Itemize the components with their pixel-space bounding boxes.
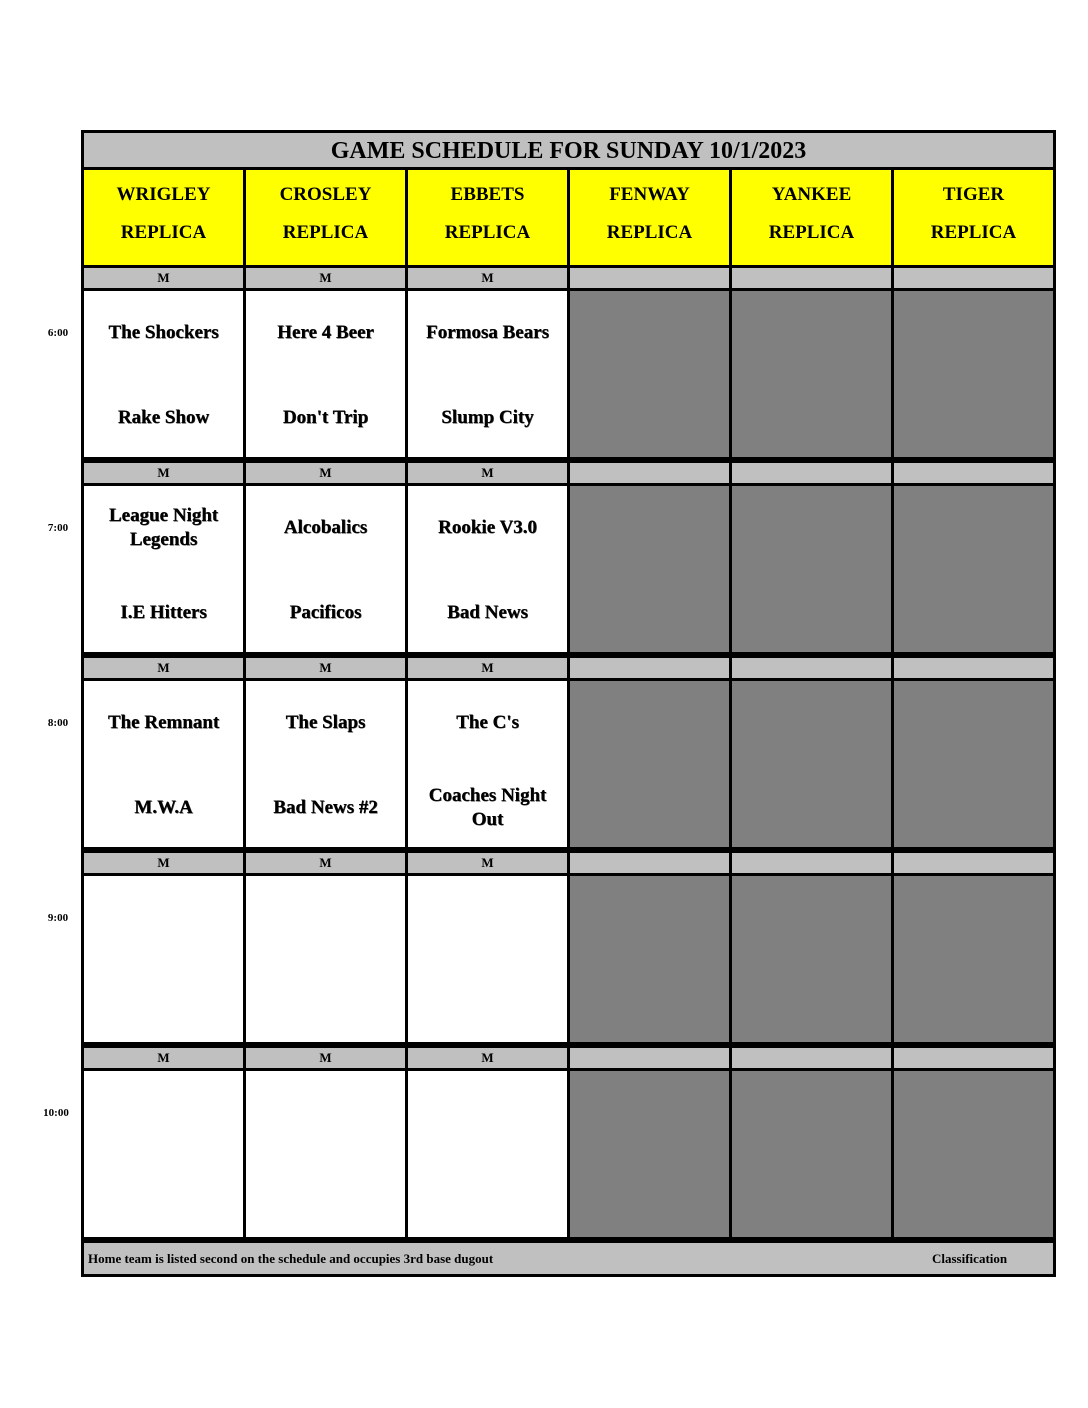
division-cell: M — [246, 853, 405, 873]
field-type: REPLICA — [282, 222, 369, 243]
field-name: TIGER — [942, 184, 1005, 205]
field-type: REPLICA — [444, 222, 531, 243]
closed-field-cell — [570, 486, 729, 652]
division-cell: M — [246, 1048, 405, 1068]
schedule-table — [81, 130, 1056, 1277]
division-cell — [570, 268, 729, 288]
home-team: I.E Hitters — [120, 602, 207, 623]
closed-field-cell — [732, 1071, 891, 1237]
closed-field-cell — [732, 681, 891, 847]
division-cell — [732, 853, 891, 873]
away-team: The C's — [456, 712, 519, 733]
closed-field-cell — [894, 291, 1053, 457]
game-cell — [408, 291, 567, 457]
closed-field-cell — [732, 291, 891, 457]
game-cell — [84, 291, 243, 457]
division-cell — [894, 1048, 1053, 1068]
field-name: CROSLEY — [279, 184, 372, 205]
home-team: Rake Show — [117, 407, 210, 428]
field-header-ebbets — [408, 170, 567, 265]
time-label: 10:00 — [43, 1107, 69, 1119]
away-team: Formosa Bears — [426, 322, 549, 343]
away-team: The Slaps — [285, 712, 366, 733]
game-cell — [84, 876, 243, 1042]
game-cell — [246, 1071, 405, 1237]
game-cell — [408, 1071, 567, 1237]
field-name: YANKEE — [771, 184, 852, 205]
field-header-fenway — [570, 170, 729, 265]
field-name: EBBETS — [450, 184, 525, 205]
division-cell: M — [84, 463, 243, 483]
division-cell: M — [408, 268, 567, 288]
closed-field-cell — [570, 681, 729, 847]
division-cell: M — [246, 463, 405, 483]
division-cell: M — [84, 1048, 243, 1068]
footer-bar — [84, 1243, 1053, 1274]
time-label: 6:00 — [47, 327, 69, 339]
closed-field-cell — [894, 1071, 1053, 1237]
home-team: Bad News — [447, 602, 528, 623]
game-cell — [408, 681, 567, 847]
division-cell: M — [408, 1048, 567, 1068]
game-cell — [408, 876, 567, 1042]
field-name: WRIGLEY — [116, 184, 211, 205]
home-team: Pacificos — [289, 602, 362, 623]
closed-field-cell — [732, 876, 891, 1042]
away-team: Rookie V3.0 — [438, 517, 537, 538]
division-cell: M — [408, 658, 567, 678]
game-cell — [246, 876, 405, 1042]
home-team: Coaches Night Out — [428, 785, 547, 830]
game-cell — [246, 291, 405, 457]
away-team: Alcobalics — [283, 517, 368, 538]
closed-field-cell — [894, 876, 1053, 1042]
division-cell: M — [408, 853, 567, 873]
closed-field-cell — [570, 291, 729, 457]
field-header-yankee — [732, 170, 891, 265]
game-cell — [84, 1071, 243, 1237]
time-label: 8:00 — [47, 717, 69, 729]
game-cell — [246, 486, 405, 652]
field-name: FENWAY — [609, 184, 690, 205]
division-cell: M — [84, 658, 243, 678]
away-team: The Shockers — [108, 322, 219, 343]
division-cell: M — [246, 658, 405, 678]
division-cell — [570, 658, 729, 678]
game-cell — [408, 486, 567, 652]
closed-field-cell — [570, 876, 729, 1042]
field-type: REPLICA — [120, 222, 207, 243]
away-team: League Night Legends — [108, 505, 219, 550]
time-label: 9:00 — [47, 912, 69, 924]
away-team: The Remnant — [107, 712, 220, 733]
game-cell — [84, 681, 243, 847]
division-cell — [894, 268, 1053, 288]
closed-field-cell — [894, 681, 1053, 847]
division-cell — [570, 853, 729, 873]
home-team: Bad News #2 — [273, 797, 378, 818]
footer-note: Home team is listed second on the schedule and occupies 3rd base dugout — [88, 1251, 494, 1266]
division-cell: M — [84, 853, 243, 873]
closed-field-cell — [894, 486, 1053, 652]
field-header-tiger — [894, 170, 1053, 265]
division-cell — [732, 268, 891, 288]
division-cell — [732, 463, 891, 483]
game-cell — [246, 681, 405, 847]
schedule-title: GAME SCHEDULE FOR SUNDAY 10/1/2023 — [84, 133, 1053, 167]
division-cell — [570, 1048, 729, 1068]
time-label: 7:00 — [47, 522, 69, 534]
division-cell: M — [408, 463, 567, 483]
division-cell: M — [84, 268, 243, 288]
field-type: REPLICA — [768, 222, 855, 243]
home-team: Don't Trip — [282, 407, 369, 428]
division-cell — [570, 463, 729, 483]
field-header-crosley — [246, 170, 405, 265]
division-cell — [894, 658, 1053, 678]
away-team: Here 4 Beer — [277, 322, 374, 343]
closed-field-cell — [570, 1071, 729, 1237]
field-type: REPLICA — [606, 222, 693, 243]
classification-label: Classification — [932, 1251, 1008, 1266]
division-cell — [732, 1048, 891, 1068]
field-type: REPLICA — [930, 222, 1017, 243]
game-cell — [84, 486, 243, 652]
division-cell: M — [246, 268, 405, 288]
division-cell — [732, 658, 891, 678]
home-team: Slump City — [441, 407, 534, 428]
division-cell — [894, 463, 1053, 483]
closed-field-cell — [732, 486, 891, 652]
field-header-wrigley — [84, 170, 243, 265]
division-cell — [894, 853, 1053, 873]
home-team: M.W.A — [134, 797, 193, 818]
